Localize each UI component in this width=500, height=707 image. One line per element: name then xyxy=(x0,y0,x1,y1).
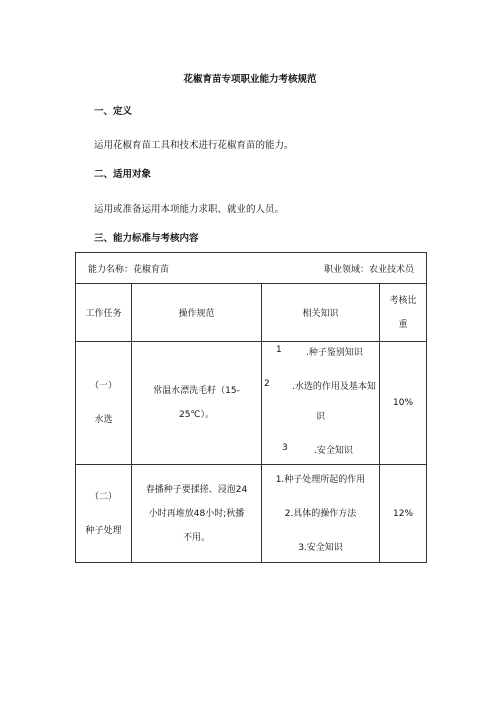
table-row xyxy=(76,342,427,465)
document-title: 花椒育苗专项职业能力考核规范 xyxy=(183,74,317,85)
definition-text: 运用花椒育苗工具和技术进行花椒育苗的能力。 xyxy=(94,140,294,151)
section-heading-standards: 三、能力标准与考核内容 xyxy=(94,233,199,244)
section-heading-audience: 二、适用对象 xyxy=(94,169,152,180)
spec-cell: 春播种子要揉搓、浸泡24 小时再堆放48小时;秋播 不用。 xyxy=(132,465,262,563)
knowledge-cell: 1.种子处理所起的作用 2.具体的操作方法 3.安全知识 xyxy=(262,465,380,563)
task-cell: （一） 水选 xyxy=(76,342,132,465)
section-heading-definition: 一、定义 xyxy=(94,106,133,117)
knowledge-cell: 1 .种子鉴别知识 2 .水选的作用及基本知 识 3 .安全知识 xyxy=(262,342,380,465)
header-knowledge: 相关知识 xyxy=(262,284,380,342)
audience-text: 运用或准备运用本项能力求职、就业的人员。 xyxy=(94,204,285,215)
task-cell: （二） 种子处理 xyxy=(76,465,132,563)
ability-name: 能力名称：花椒育苗 xyxy=(88,264,170,275)
header-task: 工作任务 xyxy=(76,284,132,342)
occupation-domain: 职业领域：农业技术员 xyxy=(324,264,415,275)
header-weight: 考核比 重 xyxy=(380,284,427,342)
header-spec: 操作规范 xyxy=(132,284,262,342)
table-meta-row xyxy=(76,253,427,284)
weight-cell: 10% xyxy=(380,342,427,465)
assessment-table xyxy=(75,252,427,563)
weight-cell: 12% xyxy=(380,465,427,563)
table-row xyxy=(76,465,427,563)
spec-cell: 常温水漂洗毛籽（15- 25℃）。 xyxy=(132,342,262,465)
table-header-row xyxy=(76,284,427,342)
